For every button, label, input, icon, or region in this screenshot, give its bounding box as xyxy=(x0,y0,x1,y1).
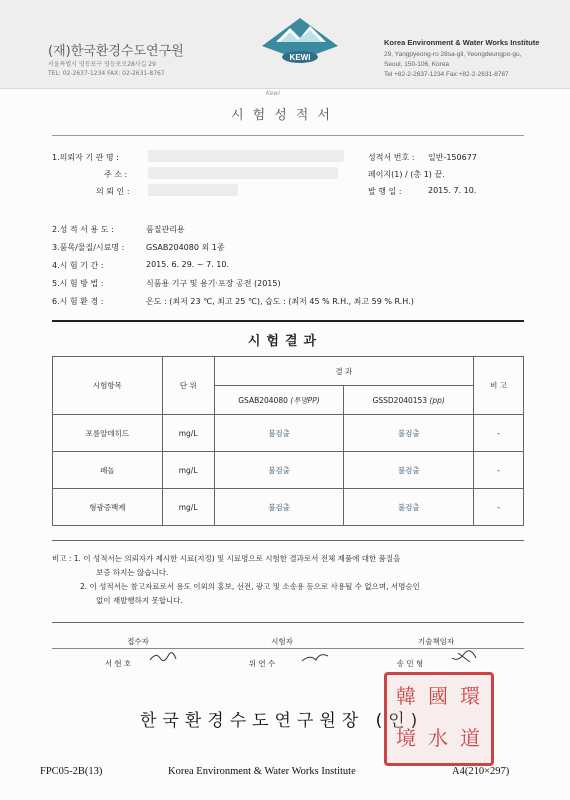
table-row xyxy=(53,452,524,489)
report-no: 일반-150677 xyxy=(428,153,477,162)
col-unit: 단 위 xyxy=(162,357,214,415)
institute-name-english: Korea Environment & Water Works Institute xyxy=(168,766,356,777)
sample-2-handwritten: (pp) xyxy=(429,395,445,405)
redacted-address xyxy=(148,167,338,179)
seal-char: 國 xyxy=(428,684,448,708)
title-divider xyxy=(52,135,524,136)
notes-divider xyxy=(52,540,524,541)
col-sample-1 xyxy=(214,386,344,415)
note-line: 보증 하지는 않습니다. xyxy=(96,568,169,577)
issue-date-label: 발 행 일 : xyxy=(368,187,402,196)
result-sample-2: 불검출 xyxy=(344,452,474,489)
form-number: FPC05-2B(13) xyxy=(40,766,103,777)
unit: mg/L xyxy=(162,489,214,526)
seal-char: 境 xyxy=(396,726,416,750)
seal-char: 環 xyxy=(460,684,480,708)
note: - xyxy=(474,452,524,489)
col-sample-2 xyxy=(344,386,474,415)
result-sample-1: 불검출 xyxy=(214,489,344,526)
col-result: 결 과 xyxy=(214,357,474,386)
test-item: 형광증백제 xyxy=(53,489,163,526)
addr-en-line: 29, Yangpyeong-ro 28sa-gil, Yeongdeungpo-gu, xyxy=(384,51,522,58)
tester-name: 위 연 수 xyxy=(248,659,276,668)
report-no-label: 성적서 번호 : xyxy=(368,153,415,162)
period-value: 2015. 6. 29. ~ 7. 10. xyxy=(146,260,230,269)
sample-2-code: GSSD2040153 xyxy=(372,395,428,405)
manager-title: 기술책임자 xyxy=(417,637,455,646)
address-label: 주 소 : xyxy=(104,170,128,179)
unit: mg/L xyxy=(162,415,214,452)
purpose-value: 품질관리용 xyxy=(146,225,185,234)
unit: mg/L xyxy=(162,452,214,489)
note-line: 비고 : 1. 이 성적서는 의뢰자가 제시한 시료(지정) 및 시료명으로 시험한 결과로서 전체 제품에 대한 품질을 xyxy=(52,554,401,563)
receiver-signature-icon xyxy=(148,650,178,664)
addr-en-line: Seoul, 150-106, Korea xyxy=(384,61,450,68)
note-line: 2. 이 성적서는 참고자료로서 용도 이외의 홍보, 선전, 광고 및 소송용 등으로 사용될 수 없으며, 서명승인 xyxy=(80,582,420,591)
sample-1-handwritten: (투명PP) xyxy=(290,395,320,405)
logo-text: KEWI xyxy=(289,53,311,62)
result-sample-2: 불검출 xyxy=(344,489,474,526)
test-item: 페놀 xyxy=(53,452,163,489)
receiver-name: 서 현 호 xyxy=(104,659,132,668)
redacted-requester xyxy=(148,184,238,196)
requester-label: 의 뢰 인 : xyxy=(96,187,130,196)
redacted-client xyxy=(148,150,344,162)
test-item: 포름알데히드 xyxy=(53,415,163,452)
results-title: 시험결과 xyxy=(247,334,323,349)
table-row xyxy=(53,415,524,452)
environment-label: 6.시 험 환 경 : xyxy=(52,297,104,306)
col-test-item: 시험항목 xyxy=(53,357,163,415)
manager-signature-icon xyxy=(450,650,480,664)
paper-size: A4(210×297) xyxy=(452,766,510,777)
tester-title: 시험자 xyxy=(271,637,293,646)
document-title: 시험성적서 xyxy=(231,108,339,123)
col-note: 비 고 xyxy=(474,357,524,415)
sample-1-code: GSAB204080 xyxy=(238,395,288,405)
section-divider xyxy=(52,320,524,322)
signature-divider xyxy=(52,648,524,649)
method-label: 5.시 험 방 법 : xyxy=(52,279,104,288)
items-value: GSAB204080 외 1종 xyxy=(146,243,225,252)
institute-name-korean: 한국환경수도연구원장 (인) xyxy=(140,711,424,731)
result-sample-1: 불검출 xyxy=(214,415,344,452)
official-seal xyxy=(384,672,494,766)
org-address-english xyxy=(384,50,521,80)
addr-ko-line: TEL: 02-2637-1234 FAX: 02-2631-8767 xyxy=(48,70,165,77)
table-row xyxy=(53,489,524,526)
note-line: 없이 재발행하지 못합니다. xyxy=(96,596,183,605)
seal-char: 水 xyxy=(428,726,448,750)
period-label: 4.시 험 기 간 : xyxy=(52,261,104,270)
items-label: 3.품목/물질/시료명 : xyxy=(52,243,125,252)
manager-name: 송 민 형 xyxy=(396,659,424,668)
receiver-title: 접수자 xyxy=(127,637,149,646)
method-value: 식품용 기구 및 용기·포장 공전 (2015) xyxy=(146,279,281,288)
note: - xyxy=(474,415,524,452)
environment-value: 온도 : (최저 23 ℃, 최고 25 ℃), 습도 : (최저 45 % R.H., 최고 59 % R.H.) xyxy=(146,297,414,306)
results-table xyxy=(52,356,524,526)
seal-char: 道 xyxy=(460,726,480,750)
result-sample-1: 불검출 xyxy=(214,452,344,489)
seal-char: 韓 xyxy=(396,684,416,708)
client-label: 1.의뢰자 기 관 명 : xyxy=(52,153,119,162)
issue-date: 2015. 7. 10. xyxy=(428,186,477,195)
result-sample-2: 불검출 xyxy=(344,415,474,452)
org-name-english: Korea Environment & Water Works Institute xyxy=(384,38,540,47)
small-stamp: Kewi xyxy=(266,90,280,97)
org-name-korean: (재)한국환경수도연구원 xyxy=(48,44,184,59)
purpose-label: 2.성 적 서 용 도 : xyxy=(52,225,114,234)
addr-ko-line: 서울특별시 영등포구 영등포로28사길 29 xyxy=(48,61,156,68)
tester-signature-icon xyxy=(300,650,330,664)
signature-divider-top xyxy=(52,622,524,623)
note: - xyxy=(474,489,524,526)
org-address-korean xyxy=(48,60,165,78)
addr-en-line: Tel +82-2-2637-1234 Fax:+82-2-2631-8767 xyxy=(384,71,509,78)
page-count: 페이지(1) / (총 1) 끝. xyxy=(368,170,445,179)
kewi-logo-icon xyxy=(254,10,346,68)
